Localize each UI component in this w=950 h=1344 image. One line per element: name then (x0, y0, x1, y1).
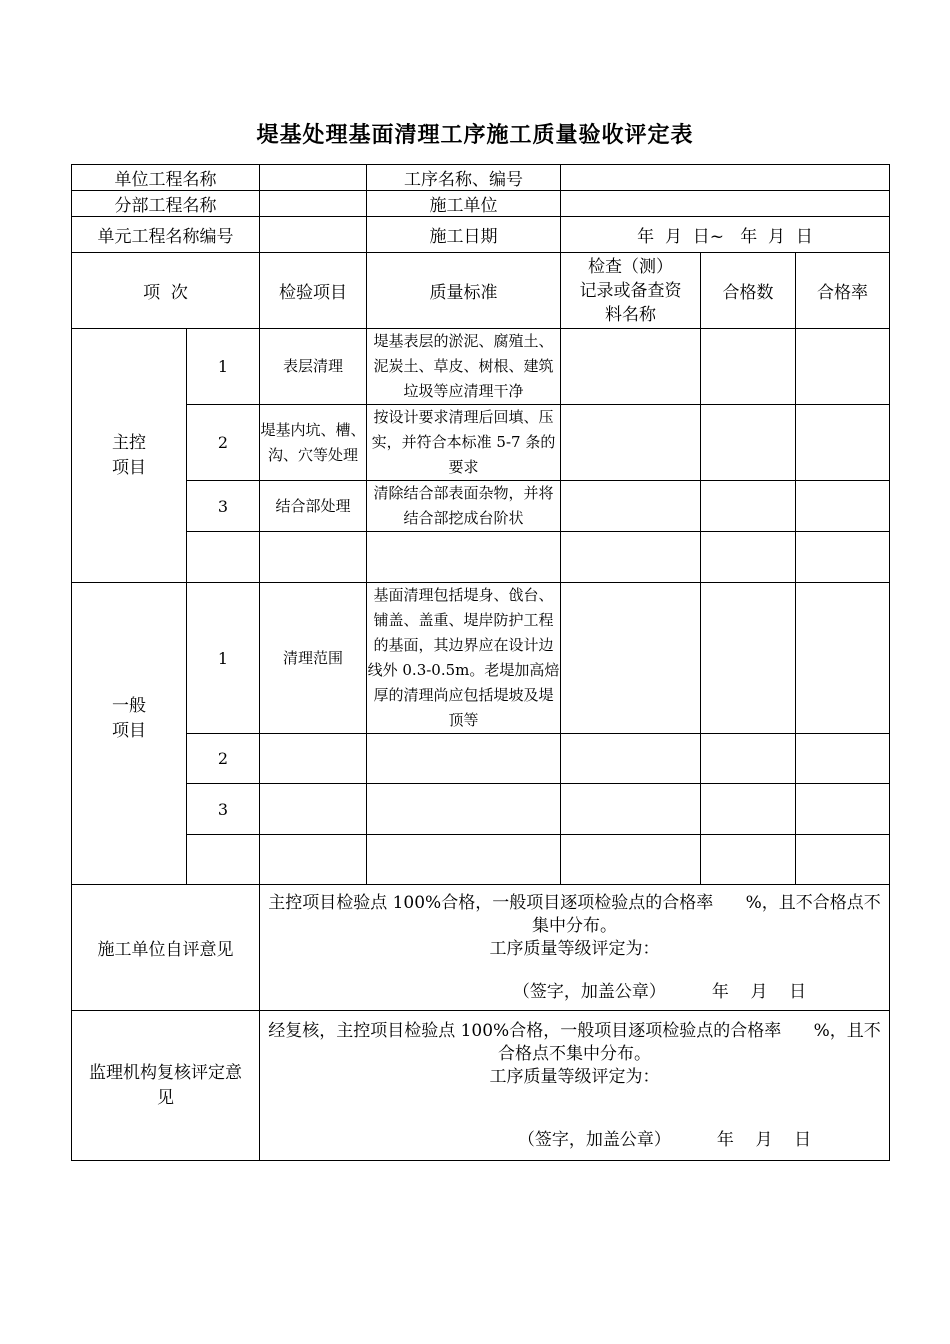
pass-rate-cell[interactable] (796, 405, 890, 481)
col-record-line3: 料名称 (605, 304, 656, 325)
pass-count-cell[interactable] (701, 532, 796, 583)
col-pass-rate: 合格率 (796, 253, 890, 329)
header-row-sub (72, 191, 890, 217)
table-row (72, 532, 890, 583)
process-name-field[interactable] (561, 165, 890, 191)
table-row (72, 405, 890, 481)
quality-standard: 清除结合部表面杂物，并将结合部挖成台阶状 (367, 481, 561, 532)
supervision-text: 经复核，主控项目检验点 100%合格，一般项目逐项检验点的合格率 %，且不合格点不集中分布。 (268, 1020, 881, 1064)
self-assessment-grade: 工序质量等级评定为： (489, 938, 660, 959)
self-assessment-date: 年 月 日 (711, 981, 807, 1002)
pass-rate-cell[interactable] (796, 734, 890, 784)
pass-count-cell[interactable] (701, 405, 796, 481)
pass-count-cell[interactable] (701, 784, 796, 835)
construction-date-field[interactable]: 年 月 日~ 年 月 日 (561, 217, 890, 253)
quality-standard[interactable] (367, 784, 561, 835)
header-row-element (72, 217, 890, 253)
pass-count-cell[interactable] (701, 583, 796, 734)
main-control-group-label (72, 329, 187, 583)
general-label-line1: 一般 (112, 695, 146, 716)
pass-count-cell[interactable] (701, 329, 796, 405)
table-row (72, 835, 890, 885)
self-assessment-signature: （签字，加盖公章） (512, 981, 666, 1002)
table-row (72, 481, 890, 532)
pass-rate-cell[interactable] (796, 532, 890, 583)
quality-standard: 按设计要求清理后回填、压实，并符合本标准 5-7 条的要求 (367, 405, 561, 481)
page-title: 堤基处理基面清理工序施工质量验收评定表 (256, 123, 694, 148)
unit-project-field[interactable] (260, 165, 367, 191)
inspection-item[interactable] (260, 784, 367, 835)
pass-rate-cell[interactable] (796, 583, 890, 734)
row-number: 2 (187, 734, 260, 784)
row-number: 2 (187, 405, 260, 481)
record-cell[interactable] (561, 481, 701, 532)
quality-standard[interactable] (367, 835, 561, 885)
self-assessment-opinion[interactable] (260, 885, 890, 1011)
col-record-line1: 检查（测） (588, 256, 673, 277)
record-cell[interactable] (561, 583, 701, 734)
quality-standard: 基面清理包括堤身、戗台、铺盖、盖重、堤岸防护工程的基面，其边界应在设计边线外 0.3-0.5m。老堤加高焙厚的清理尚应包括堤坡及堤顶等 (367, 583, 561, 734)
record-cell[interactable] (561, 532, 701, 583)
self-assessment-text: 主控项目检验点 100%合格，一般项目逐项检验点的合格率 %，且不合格点不集中分布。 (268, 892, 881, 936)
element-project-field[interactable] (260, 217, 367, 253)
construction-unit-field[interactable] (561, 191, 890, 217)
row-number: 3 (187, 481, 260, 532)
row-number: 1 (187, 583, 260, 734)
pass-rate-cell[interactable] (796, 481, 890, 532)
acceptance-form-table (71, 164, 890, 1161)
inspection-item: 堤基内坑、槽、沟、穴等处理 (260, 405, 367, 481)
row-number: 1 (187, 329, 260, 405)
supervision-signature: （签字，加盖公章） (517, 1129, 671, 1150)
supervision-signature-line (260, 1129, 889, 1152)
inspection-item[interactable] (260, 835, 367, 885)
quality-standard[interactable] (367, 532, 561, 583)
col-quality-standard: 质量标准 (367, 253, 561, 329)
inspection-item: 结合部处理 (260, 481, 367, 532)
general-label-line2: 项目 (112, 720, 146, 741)
construction-date-label: 施工日期 (367, 217, 561, 253)
element-project-label: 单元工程名称编号 (72, 217, 260, 253)
process-name-label: 工序名称、编号 (367, 165, 561, 191)
record-cell[interactable] (561, 329, 701, 405)
pass-count-cell[interactable] (701, 481, 796, 532)
row-number (187, 532, 260, 583)
sub-project-label: 分部工程名称 (72, 191, 260, 217)
general-group-label (72, 583, 187, 885)
inspection-item: 表层清理 (260, 329, 367, 405)
col-record (561, 253, 701, 329)
record-cell[interactable] (561, 734, 701, 784)
supervision-label: 监理机构复核评定意见 (72, 1011, 260, 1161)
record-cell[interactable] (561, 405, 701, 481)
sub-project-field[interactable] (260, 191, 367, 217)
header-row-unit (72, 165, 890, 191)
pass-rate-cell[interactable] (796, 329, 890, 405)
pass-rate-cell[interactable] (796, 784, 890, 835)
quality-standard[interactable] (367, 734, 561, 784)
inspection-item[interactable] (260, 532, 367, 583)
pass-count-cell[interactable] (701, 835, 796, 885)
table-row (72, 784, 890, 835)
col-pass-count: 合格数 (701, 253, 796, 329)
quality-standard: 堤基表层的淤泥、腐殖土、泥炭土、草皮、树根、建筑垃圾等应清理干净 (367, 329, 561, 405)
col-record-line2: 记录或备查资 (579, 280, 682, 301)
supervision-row (72, 1011, 890, 1161)
supervision-opinion[interactable] (260, 1011, 890, 1161)
pass-count-cell[interactable] (701, 734, 796, 784)
record-cell[interactable] (561, 835, 701, 885)
pass-rate-cell[interactable] (796, 835, 890, 885)
row-number (187, 835, 260, 885)
row-number: 3 (187, 784, 260, 835)
main-control-label-line1: 主控 (112, 432, 146, 453)
inspection-item: 清理范围 (260, 583, 367, 734)
self-assessment-signature-line (260, 981, 889, 1004)
supervision-grade: 工序质量等级评定为： (489, 1066, 660, 1087)
column-header-row (72, 253, 890, 329)
table-row (72, 329, 890, 405)
table-row (72, 734, 890, 784)
supervision-date: 年 月 日 (716, 1129, 812, 1150)
main-control-label-line2: 项目 (112, 457, 146, 478)
unit-project-label: 单位工程名称 (72, 165, 260, 191)
construction-unit-label: 施工单位 (367, 191, 561, 217)
col-item-no: 项 次 (72, 253, 260, 329)
table-row (72, 583, 890, 734)
self-assessment-label: 施工单位自评意见 (72, 885, 260, 1011)
self-assessment-row (72, 885, 890, 1011)
col-inspection-item: 检验项目 (260, 253, 367, 329)
record-cell[interactable] (561, 784, 701, 835)
inspection-item[interactable] (260, 734, 367, 784)
